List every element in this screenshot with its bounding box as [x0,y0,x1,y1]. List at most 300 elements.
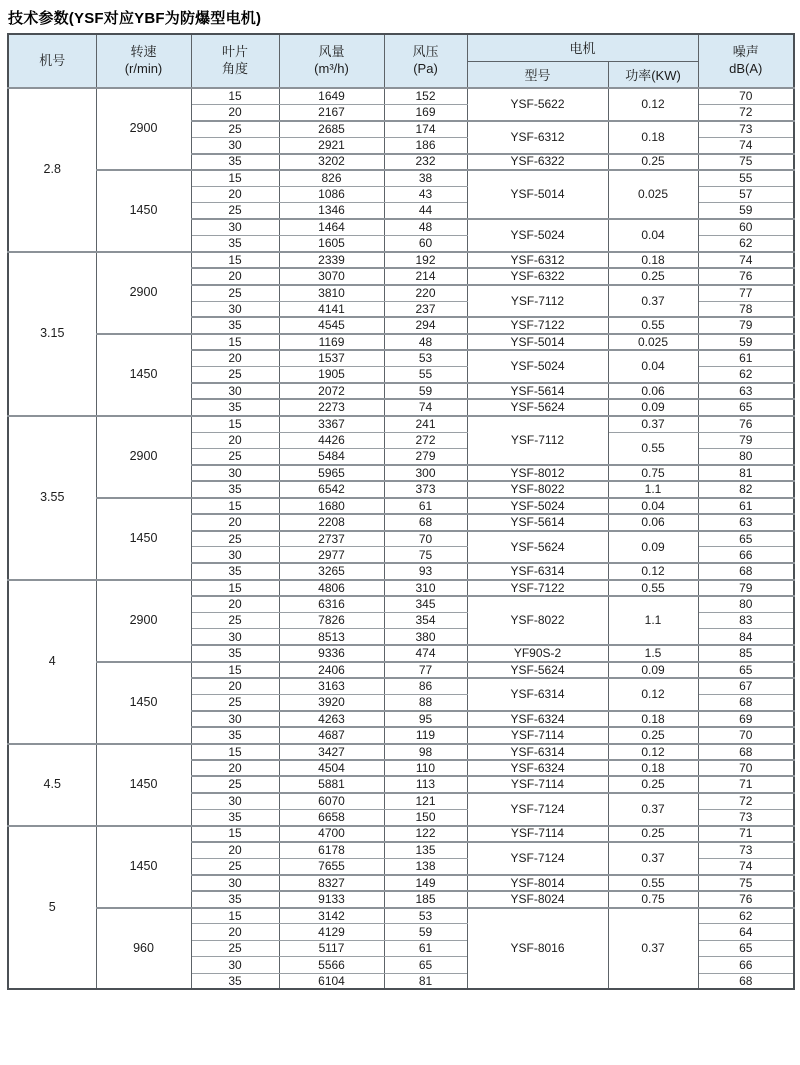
table-row [8,88,794,104]
motor-model-cell: YSF-6314 [467,563,608,579]
motor-power-cell: 1.1 [608,481,698,497]
pressure-cell: 65 [384,957,467,973]
rpm-cell: 2900 [96,88,191,170]
pressure-cell: 152 [384,88,467,104]
motor-power-cell: 1.1 [608,596,698,645]
motor-model-cell: YSF-5624 [467,662,608,678]
blade-angle-cell: 25 [191,367,279,383]
air-volume-cell: 1605 [279,236,384,252]
blade-angle-cell: 25 [191,776,279,792]
blade-angle-cell: 35 [191,809,279,825]
noise-cell: 78 [698,301,794,317]
air-volume-cell: 4700 [279,826,384,842]
motor-power-cell: 0.37 [608,285,698,318]
blade-angle-cell: 15 [191,88,279,104]
pressure-cell: 149 [384,875,467,891]
pressure-cell: 232 [384,154,467,170]
blade-angle-cell: 25 [191,203,279,219]
pressure-cell: 380 [384,629,467,645]
noise-cell: 61 [698,498,794,514]
noise-cell: 65 [698,399,794,415]
header-machine-no: 机号 [8,34,96,88]
pressure-cell: 135 [384,842,467,858]
motor-power-cell: 0.55 [608,580,698,596]
noise-cell: 85 [698,645,794,661]
air-volume-cell: 5484 [279,449,384,465]
air-volume-cell: 4426 [279,432,384,448]
noise-cell: 74 [698,252,794,268]
noise-cell: 67 [698,678,794,694]
pressure-cell: 53 [384,350,467,366]
motor-model-cell: YSF-5624 [467,531,608,564]
air-volume-cell: 3202 [279,154,384,170]
table-row [8,252,794,268]
blade-angle-cell: 15 [191,580,279,596]
pressure-cell: 138 [384,858,467,874]
pressure-cell: 70 [384,531,467,547]
motor-power-cell: 0.12 [608,678,698,711]
air-volume-cell: 3920 [279,694,384,710]
pressure-cell: 93 [384,563,467,579]
pressure-cell: 59 [384,924,467,940]
header-noise: 噪声 dB(A) [698,34,794,88]
air-volume-cell: 3142 [279,908,384,924]
air-volume-cell: 1649 [279,88,384,104]
motor-power-cell: 0.12 [608,744,698,760]
motor-model-cell: YSF-7122 [467,317,608,333]
motor-power-cell: 0.025 [608,170,698,219]
pressure-cell: 150 [384,809,467,825]
pressure-cell: 241 [384,416,467,432]
machine-no-cell: 2.8 [8,88,96,252]
air-volume-cell: 826 [279,170,384,186]
motor-model-cell: YSF-6314 [467,744,608,760]
motor-model-cell: YSF-5024 [467,219,608,252]
motor-model-cell: YSF-6314 [467,678,608,711]
air-volume-cell: 4806 [279,580,384,596]
noise-cell: 65 [698,662,794,678]
pressure-cell: 373 [384,481,467,497]
blade-angle-cell: 30 [191,383,279,399]
air-volume-cell: 1680 [279,498,384,514]
header-pressure: 风压 (Pa) [384,34,467,88]
air-volume-cell: 3163 [279,678,384,694]
noise-cell: 71 [698,776,794,792]
pressure-cell: 48 [384,219,467,235]
blade-angle-cell: 25 [191,285,279,301]
pressure-cell: 61 [384,940,467,956]
blade-angle-cell: 35 [191,317,279,333]
pressure-cell: 68 [384,514,467,530]
noise-cell: 70 [698,727,794,743]
header-motor-model: 型号 [467,61,608,88]
blade-angle-cell: 15 [191,908,279,924]
motor-power-cell: 0.25 [608,154,698,170]
air-volume-cell: 2273 [279,399,384,415]
blade-angle-cell: 35 [191,563,279,579]
air-volume-cell: 5117 [279,940,384,956]
blade-angle-cell: 30 [191,875,279,891]
pressure-cell: 75 [384,547,467,563]
air-volume-cell: 2208 [279,514,384,530]
air-volume-cell: 6316 [279,596,384,612]
blade-angle-cell: 20 [191,432,279,448]
motor-model-cell: YSF-5614 [467,383,608,399]
noise-cell: 73 [698,842,794,858]
rpm-cell: 1450 [96,744,191,826]
blade-angle-cell: 30 [191,465,279,481]
machine-no-cell: 5 [8,826,96,990]
blade-angle-cell: 15 [191,498,279,514]
motor-power-cell: 0.04 [608,219,698,252]
motor-model-cell: YSF-5024 [467,498,608,514]
table-header [8,34,794,88]
motor-model-cell: YSF-6322 [467,268,608,284]
air-volume-cell: 8513 [279,629,384,645]
noise-cell: 70 [698,760,794,776]
noise-cell: 72 [698,104,794,120]
air-volume-cell: 3265 [279,563,384,579]
noise-cell: 80 [698,596,794,612]
pressure-cell: 474 [384,645,467,661]
rpm-cell: 1450 [96,170,191,252]
air-volume-cell: 4545 [279,317,384,333]
header-motor: 电机 [467,34,698,61]
pressure-cell: 300 [384,465,467,481]
motor-model-cell: YSF-6324 [467,711,608,727]
pressure-cell: 310 [384,580,467,596]
air-volume-cell: 9336 [279,645,384,661]
machine-no-cell: 4.5 [8,744,96,826]
blade-angle-cell: 35 [191,973,279,989]
pressure-cell: 122 [384,826,467,842]
noise-cell: 81 [698,465,794,481]
motor-power-cell: 0.25 [608,826,698,842]
air-volume-cell: 4141 [279,301,384,317]
pressure-cell: 169 [384,104,467,120]
blade-angle-cell: 20 [191,924,279,940]
page-title: 技术参数(YSF对应YBF为防爆型电机) [8,10,262,27]
pressure-cell: 192 [384,252,467,268]
blade-angle-cell: 15 [191,662,279,678]
air-volume-cell: 2921 [279,137,384,153]
air-volume-cell: 6658 [279,809,384,825]
motor-power-cell: 0.04 [608,350,698,383]
blade-angle-cell: 35 [191,727,279,743]
noise-cell: 66 [698,957,794,973]
pressure-cell: 81 [384,973,467,989]
motor-power-cell: 0.025 [608,334,698,350]
noise-cell: 84 [698,629,794,645]
table-row [8,580,794,596]
blade-angle-cell: 30 [191,957,279,973]
air-volume-cell: 1537 [279,350,384,366]
blade-angle-cell: 20 [191,842,279,858]
blade-angle-cell: 35 [191,481,279,497]
motor-model-cell: YSF-8024 [467,891,608,907]
table-row [8,826,794,842]
noise-cell: 73 [698,121,794,137]
table-row [8,908,794,924]
noise-cell: 72 [698,793,794,809]
pressure-cell: 60 [384,236,467,252]
rpm-cell: 2900 [96,252,191,334]
air-volume-cell: 1086 [279,186,384,202]
blade-angle-cell: 30 [191,629,279,645]
motor-power-cell: 0.37 [608,793,698,826]
motor-model-cell: YSF-5614 [467,514,608,530]
blade-angle-cell: 35 [191,236,279,252]
noise-cell: 83 [698,613,794,629]
noise-cell: 59 [698,203,794,219]
air-volume-cell: 3070 [279,268,384,284]
air-volume-cell: 5881 [279,776,384,792]
motor-power-cell: 1.5 [608,645,698,661]
rpm-cell: 1450 [96,334,191,416]
air-volume-cell: 6542 [279,481,384,497]
blade-angle-cell: 25 [191,858,279,874]
blade-angle-cell: 30 [191,793,279,809]
noise-cell: 76 [698,416,794,432]
motor-power-cell: 0.25 [608,727,698,743]
blade-angle-cell: 35 [191,891,279,907]
blade-angle-cell: 35 [191,399,279,415]
pressure-cell: 272 [384,432,467,448]
table-row [8,662,794,678]
pressure-cell: 95 [384,711,467,727]
pressure-cell: 61 [384,498,467,514]
motor-model-cell: YSF-5024 [467,350,608,383]
machine-no-cell: 3.55 [8,416,96,580]
noise-cell: 66 [698,547,794,563]
air-volume-cell: 1346 [279,203,384,219]
noise-cell: 82 [698,481,794,497]
motor-model-cell: YSF-6312 [467,252,608,268]
pressure-cell: 279 [384,449,467,465]
air-volume-cell: 2685 [279,121,384,137]
noise-cell: 62 [698,236,794,252]
air-volume-cell: 7655 [279,858,384,874]
noise-cell: 68 [698,973,794,989]
air-volume-cell: 7826 [279,613,384,629]
blade-angle-cell: 20 [191,596,279,612]
noise-cell: 65 [698,531,794,547]
noise-cell: 79 [698,580,794,596]
motor-model-cell: YSF-7122 [467,580,608,596]
pressure-cell: 174 [384,121,467,137]
motor-power-cell: 0.12 [608,563,698,579]
air-volume-cell: 4504 [279,760,384,776]
noise-cell: 76 [698,891,794,907]
pressure-cell: 185 [384,891,467,907]
motor-model-cell: YSF-8016 [467,908,608,990]
air-volume-cell: 1905 [279,367,384,383]
pressure-cell: 59 [384,383,467,399]
motor-power-cell: 0.06 [608,383,698,399]
pressure-cell: 237 [384,301,467,317]
motor-model-cell: YSF-8022 [467,481,608,497]
pressure-cell: 74 [384,399,467,415]
blade-angle-cell: 35 [191,645,279,661]
motor-power-cell: 0.18 [608,711,698,727]
noise-cell: 63 [698,383,794,399]
blade-angle-cell: 25 [191,449,279,465]
air-volume-cell: 2406 [279,662,384,678]
air-volume-cell: 1464 [279,219,384,235]
header-air-volume: 风量 (m³/h) [279,34,384,88]
air-volume-cell: 3810 [279,285,384,301]
motor-power-cell: 0.55 [608,317,698,333]
motor-model-cell: YSF-5014 [467,170,608,219]
noise-cell: 68 [698,744,794,760]
table-row [8,170,794,186]
rpm-cell: 1450 [96,826,191,908]
noise-cell: 71 [698,826,794,842]
air-volume-cell: 9133 [279,891,384,907]
motor-model-cell: YSF-6322 [467,154,608,170]
motor-model-cell: YSF-8012 [467,465,608,481]
motor-power-cell: 0.25 [608,268,698,284]
noise-cell: 79 [698,317,794,333]
blade-angle-cell: 15 [191,744,279,760]
motor-power-cell: 0.75 [608,465,698,481]
air-volume-cell: 6178 [279,842,384,858]
noise-cell: 75 [698,154,794,170]
blade-angle-cell: 30 [191,219,279,235]
motor-model-cell: YSF-7124 [467,793,608,826]
motor-model-cell: YSF-6324 [467,760,608,776]
noise-cell: 57 [698,186,794,202]
motor-power-cell: 0.09 [608,531,698,564]
header-blade-angle: 叶片 角度 [191,34,279,88]
blade-angle-cell: 30 [191,137,279,153]
motor-power-cell: 0.37 [608,908,698,990]
pressure-cell: 86 [384,678,467,694]
motor-model-cell: YF90S-2 [467,645,608,661]
air-volume-cell: 4129 [279,924,384,940]
noise-cell: 80 [698,449,794,465]
motor-model-cell: YSF-7112 [467,416,608,465]
motor-model-cell: YSF-8014 [467,875,608,891]
motor-power-cell: 0.75 [608,891,698,907]
table-row [8,744,794,760]
noise-cell: 61 [698,350,794,366]
motor-power-cell: 0.37 [608,416,698,432]
blade-angle-cell: 25 [191,531,279,547]
blade-angle-cell: 35 [191,154,279,170]
motor-model-cell: YSF-5624 [467,399,608,415]
air-volume-cell: 1169 [279,334,384,350]
air-volume-cell: 3367 [279,416,384,432]
motor-model-cell: YSF-7114 [467,826,608,842]
header-speed: 转速 (r/min) [96,34,191,88]
rpm-cell: 1450 [96,498,191,580]
motor-power-cell: 0.55 [608,875,698,891]
air-volume-cell: 2167 [279,104,384,120]
motor-power-cell: 0.09 [608,399,698,415]
noise-cell: 69 [698,711,794,727]
rpm-cell: 1450 [96,662,191,744]
table-row [8,416,794,432]
motor-model-cell: YSF-7112 [467,285,608,318]
motor-model-cell: YSF-7124 [467,842,608,875]
air-volume-cell: 3427 [279,744,384,760]
air-volume-cell: 4687 [279,727,384,743]
blade-angle-cell: 25 [191,694,279,710]
air-volume-cell: 2072 [279,383,384,399]
motor-model-cell: YSF-8022 [467,596,608,645]
blade-angle-cell: 15 [191,416,279,432]
motor-power-cell: 0.25 [608,776,698,792]
air-volume-cell: 2737 [279,531,384,547]
rpm-cell: 2900 [96,580,191,662]
pressure-cell: 110 [384,760,467,776]
pressure-cell: 214 [384,268,467,284]
noise-cell: 74 [698,858,794,874]
noise-cell: 55 [698,170,794,186]
motor-model-cell: YSF-5622 [467,88,608,121]
blade-angle-cell: 15 [191,252,279,268]
blade-angle-cell: 20 [191,760,279,776]
air-volume-cell: 8327 [279,875,384,891]
pressure-cell: 53 [384,908,467,924]
motor-power-cell: 0.18 [608,252,698,268]
header-motor-power: 功率(KW) [608,61,698,88]
pressure-cell: 119 [384,727,467,743]
rpm-cell: 2900 [96,416,191,498]
motor-model-cell: YSF-7114 [467,727,608,743]
blade-angle-cell: 15 [191,170,279,186]
motor-power-cell: 0.06 [608,514,698,530]
blade-angle-cell: 25 [191,613,279,629]
air-volume-cell: 5566 [279,957,384,973]
blade-angle-cell: 20 [191,104,279,120]
pressure-cell: 354 [384,613,467,629]
air-volume-cell: 6104 [279,973,384,989]
pressure-cell: 294 [384,317,467,333]
blade-angle-cell: 15 [191,334,279,350]
blade-angle-cell: 15 [191,826,279,842]
noise-cell: 63 [698,514,794,530]
motor-model-cell: YSF-6312 [467,121,608,154]
noise-cell: 65 [698,940,794,956]
noise-cell: 60 [698,219,794,235]
noise-cell: 64 [698,924,794,940]
pressure-cell: 38 [384,170,467,186]
motor-power-cell: 0.18 [608,121,698,154]
noise-cell: 75 [698,875,794,891]
blade-angle-cell: 20 [191,514,279,530]
machine-no-cell: 3.15 [8,252,96,416]
blade-angle-cell: 25 [191,940,279,956]
table-row [8,334,794,350]
pressure-cell: 220 [384,285,467,301]
pressure-cell: 121 [384,793,467,809]
noise-cell: 73 [698,809,794,825]
pressure-cell: 113 [384,776,467,792]
table-body [8,88,794,989]
motor-power-cell: 0.37 [608,842,698,875]
noise-cell: 68 [698,694,794,710]
noise-cell: 79 [698,432,794,448]
pressure-cell: 48 [384,334,467,350]
motor-model-cell: YSF-5014 [467,334,608,350]
pressure-cell: 44 [384,203,467,219]
air-volume-cell: 5965 [279,465,384,481]
noise-cell: 76 [698,268,794,284]
motor-power-cell: 0.18 [608,760,698,776]
noise-cell: 77 [698,285,794,301]
